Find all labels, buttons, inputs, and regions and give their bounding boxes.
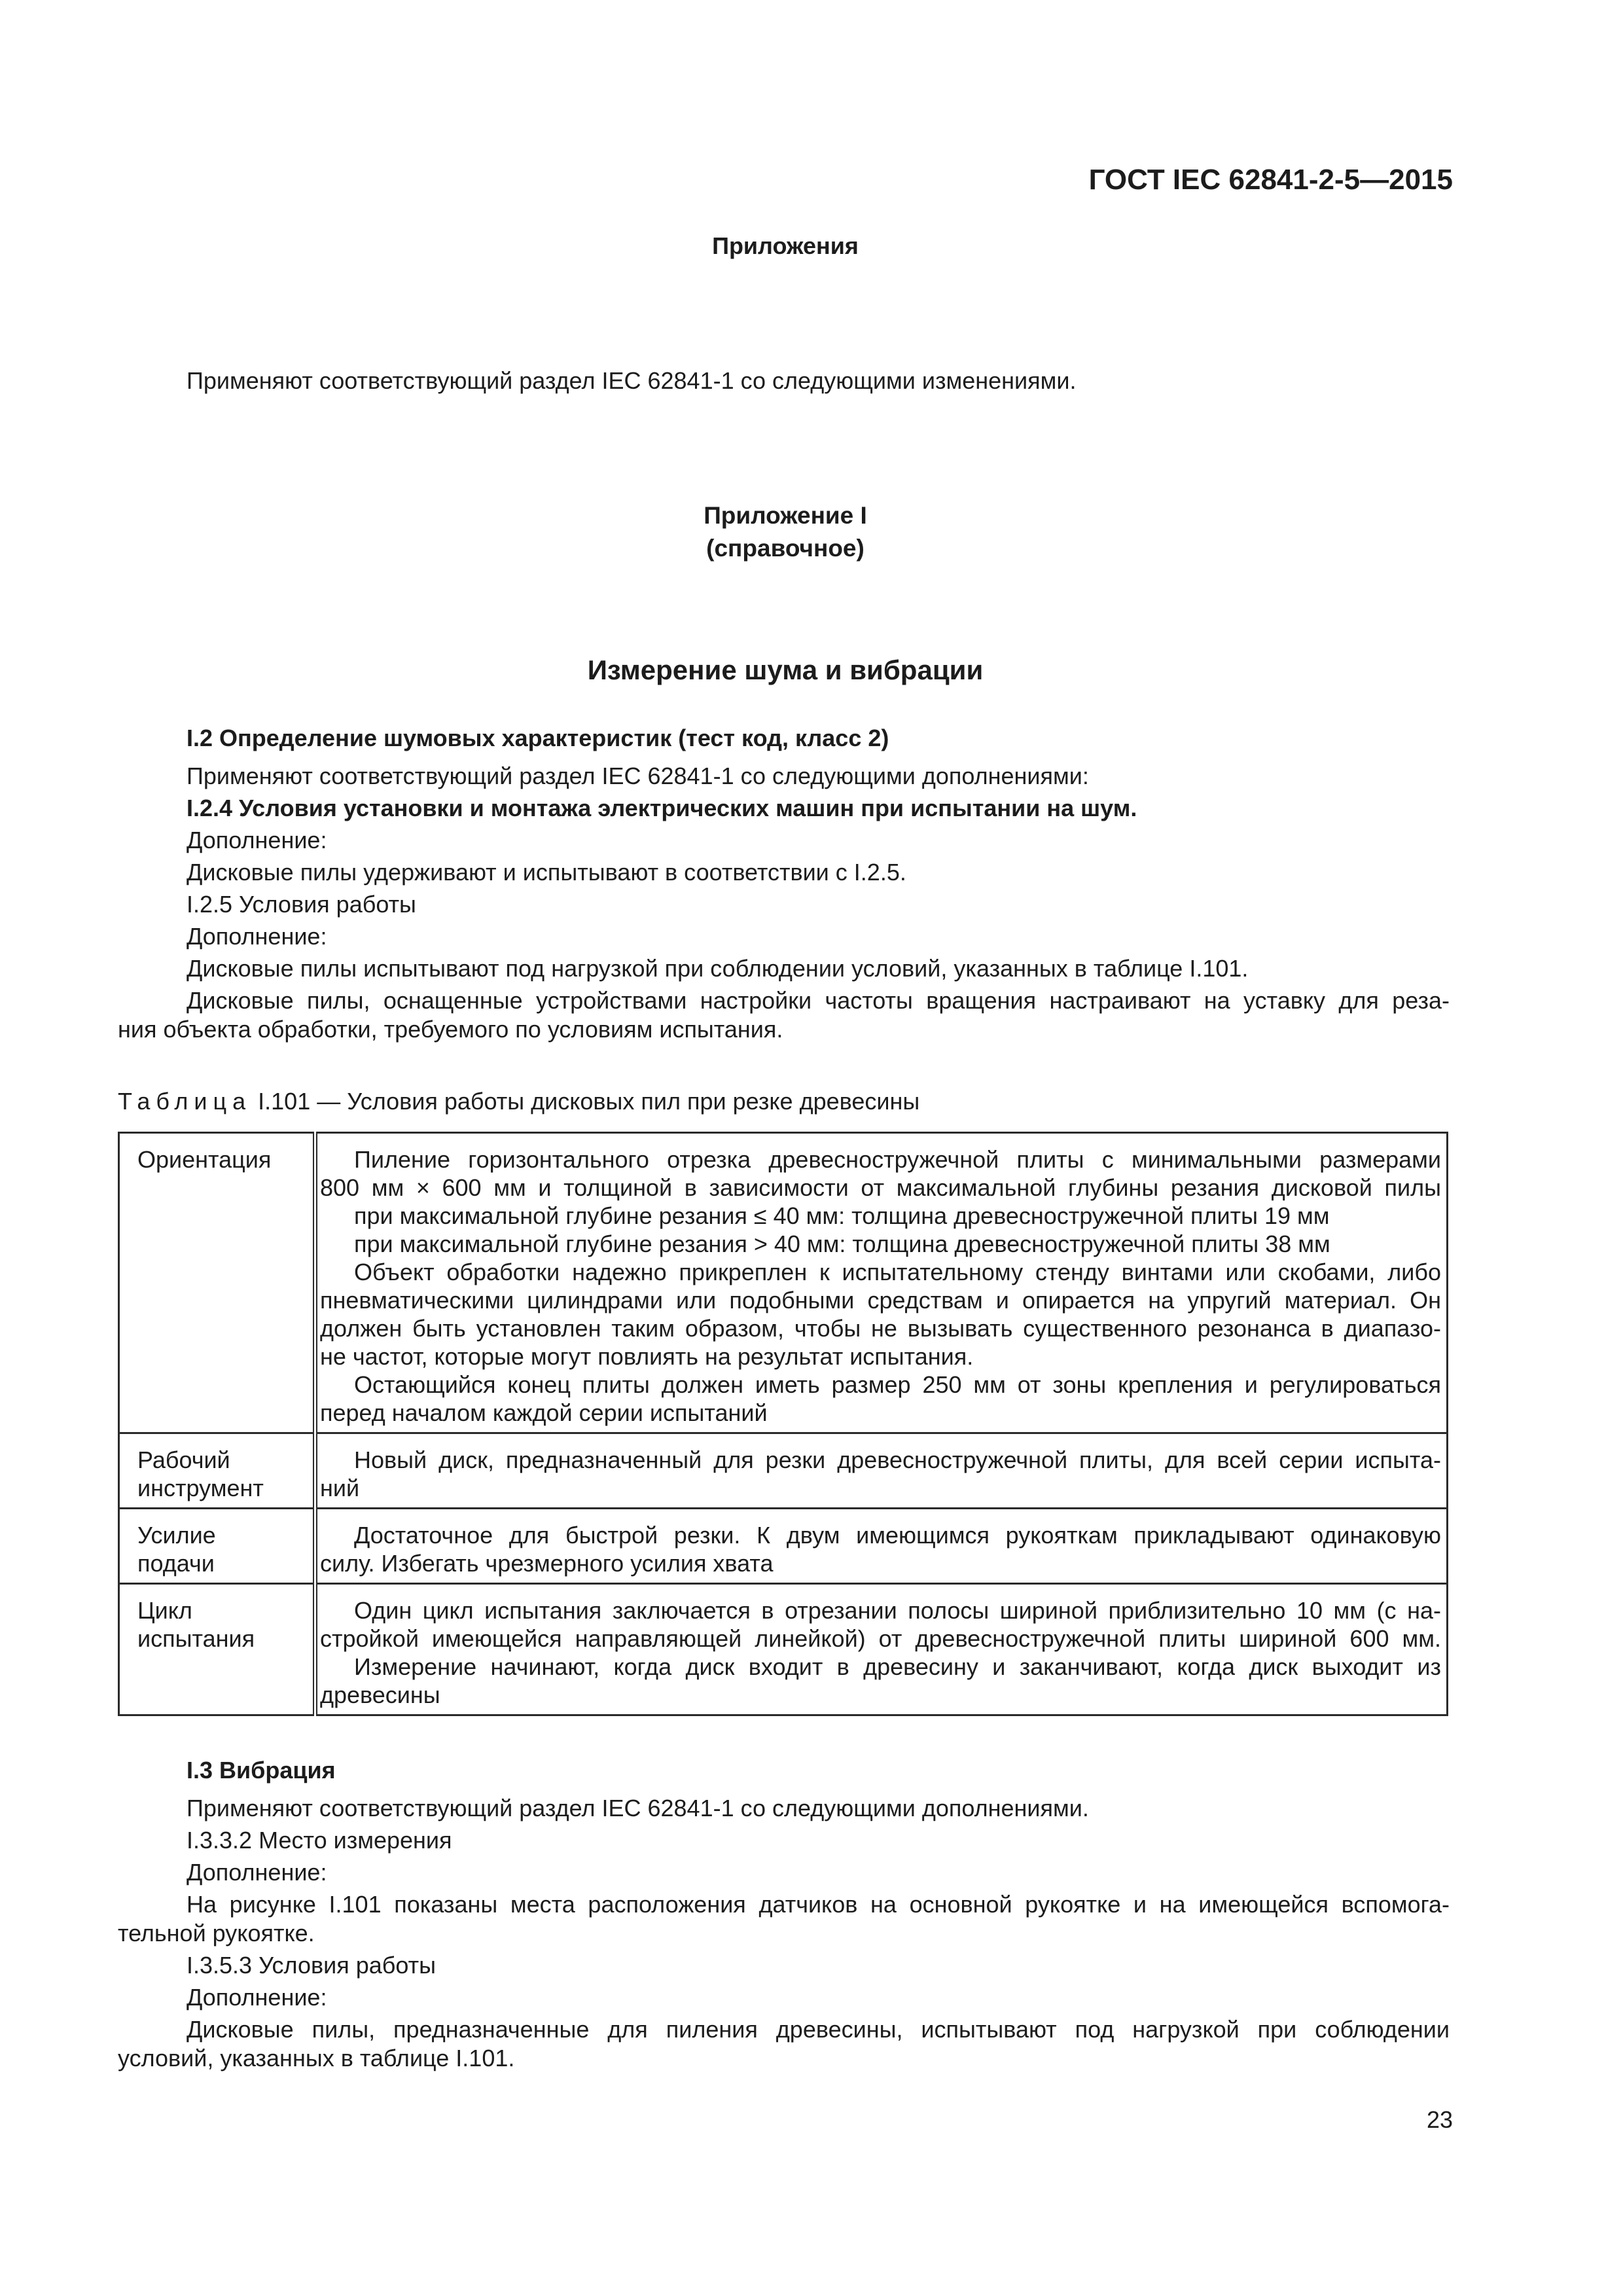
row-content — [315, 1584, 1448, 1715]
table-row — [119, 1133, 1448, 1433]
label-line: подачи — [137, 1550, 215, 1577]
addition-label: Дополнение: — [187, 923, 327, 950]
annex-status: (справочное) — [706, 535, 865, 562]
cell-line: Измерение начинают, когда диск входит в древесину и заканчивают, когда диск выходит из — [354, 1653, 1441, 1680]
row-content — [315, 1133, 1448, 1433]
annex-label-block — [118, 499, 1453, 565]
row-label — [119, 1584, 315, 1715]
section-heading-noise: I.2 Определение шумовых характеристик (тест код, класс 2) — [187, 725, 889, 751]
row-content — [315, 1433, 1448, 1509]
table-row — [119, 1433, 1448, 1509]
page-number: 23 — [1426, 2106, 1453, 2133]
table-caption-prefix: Таблица — [118, 1088, 252, 1115]
paragraph-line: Дисковые пилы, оснащенные устройствами настройки частоты вращения настраивают на уставку для реза- — [187, 987, 1450, 1014]
paragraph: Дисковые пилы удерживают и испытывают в соответствии с I.2.5. — [187, 859, 906, 886]
cell-line: силу. Избегать чрезмерного усилия хвата — [320, 1550, 774, 1577]
cell-line: при максимальной глубине резания ≤ 40 мм: толщина древесностружечной плиты 19 мм — [354, 1202, 1330, 1229]
paragraph: Применяют соответствующий раздел IEC 62841-1 со следующими дополнениями: — [187, 762, 1089, 789]
conditions-table — [118, 1132, 1448, 1716]
table-caption-title: I.101 — Условия работы дисковых пил при резке древесины — [251, 1088, 920, 1115]
row-content — [315, 1509, 1448, 1584]
cell-line: не частот, которые могут повлиять на результат испытания. — [320, 1343, 974, 1370]
label-line: инструмент — [137, 1475, 264, 1501]
table-row — [119, 1509, 1448, 1584]
section-heading-vibration: I.3 Вибрация — [187, 1757, 336, 1784]
addition-label: Дополнение: — [187, 827, 327, 853]
paragraph-line: ния объекта обработки, требуемого по условиям испытания. — [118, 1016, 783, 1043]
document-number: ГОСТ IEC 62841-2-5—2015 — [1088, 164, 1453, 196]
row-label — [119, 1509, 315, 1584]
table-caption — [118, 1088, 919, 1115]
row-label — [119, 1433, 315, 1509]
appendices-intro: Применяют соответствующий раздел IEC 62841-1 со следующими изменениями. — [187, 367, 1077, 394]
cell-line: Новый диск, предназначенный для резки древесностружечной плиты, для всей серии испыта- — [354, 1446, 1441, 1473]
addition-label: Дополнение: — [187, 1859, 327, 1886]
cell-line: древесины — [320, 1681, 440, 1708]
cell-line: Достаточное для быстрой резки. К двум имеющимся рукояткам прикладывают одинаковую — [354, 1522, 1441, 1549]
cell-line: ний — [320, 1475, 360, 1501]
appendices-heading: Приложения — [712, 232, 859, 259]
subsection-heading: I.2.4 Условия установки и монтажа электрических машин при испытании на шум. — [187, 795, 1137, 821]
row-label — [119, 1133, 315, 1433]
label-line: Рабочий — [137, 1446, 230, 1473]
label-line: испытания — [137, 1625, 255, 1652]
cell-line: Один цикл испытания заключается в отрезании полосы шириной приблизительно 10 мм (с на- — [354, 1597, 1441, 1624]
cell-line: Остающийся конец плиты должен иметь размер 250 мм от зоны крепления и регулироваться — [354, 1371, 1441, 1398]
paragraph: Применяют соответствующий раздел IEC 62841-1 со следующими дополнениями. — [187, 1795, 1089, 1821]
cell-line: Пиление горизонтального отрезка древесностружечной плиты с минимальными размерами — [354, 1146, 1441, 1173]
paragraph-line: На рисунке I.101 показаны места расположения датчиков на основной рукоятке и на имеющейся вспомога- — [187, 1891, 1450, 1918]
addition-label: Дополнение: — [187, 1984, 327, 2011]
table-row — [119, 1584, 1448, 1715]
cell-line: должен быть установлен таким образом, чтобы не вызывать существенного резонанса в диапазо- — [320, 1315, 1441, 1342]
label-line: Цикл — [137, 1597, 192, 1624]
cell-line: пневматическими цилиндрами или подобными средствам и опирается на упругий материал. Он — [320, 1287, 1441, 1314]
cell-line: стройкой имеющейся направляющей линейкой) от древесностружечной плиты шириной 600 мм. — [320, 1625, 1441, 1652]
paragraph: Дисковые пилы испытывают под нагрузкой при соблюдении условий, указанных в таблице I.101. — [187, 955, 1249, 982]
subsection-heading: I.3.3.2 Место измерения — [187, 1827, 452, 1854]
paragraph-line: тельной рукоятке. — [118, 1920, 315, 1946]
cell-line: перед началом каждой серии испытаний — [320, 1399, 768, 1426]
subsection-heading: I.3.5.3 Условия работы — [187, 1952, 436, 1979]
cell-line: 800 мм × 600 мм и толщиной в зависимости от максимальной глубины резания дисковой пилы — [320, 1174, 1441, 1201]
paragraph-line: Дисковые пилы, предназначенные для пиления древесины, испытывают под нагрузкой при соблюдении — [187, 2016, 1450, 2043]
label-line: Ориентация — [137, 1146, 272, 1173]
annex-label: Приложение I — [704, 502, 867, 529]
annex-title: Измерение шума и вибрации — [587, 655, 984, 685]
label-line: Усилие — [137, 1522, 216, 1549]
subsection-heading: I.2.5 Условия работы — [187, 891, 416, 918]
paragraph-line: условий, указанных в таблице I.101. — [118, 2045, 515, 2072]
cell-line: Объект обработки надежно прикреплен к испытательному стенду винтами или скобами, либо — [354, 1259, 1441, 1285]
cell-line: при максимальной глубине резания > 40 мм: толщина древесностружечной плиты 38 мм — [354, 1230, 1330, 1257]
